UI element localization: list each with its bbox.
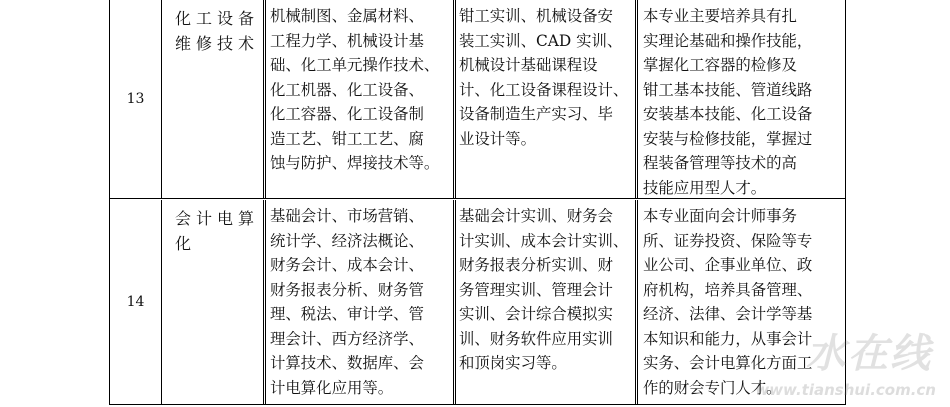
table-row <box>110 0 845 199</box>
major-name: 化工设备 维修技术 <box>163 0 266 198</box>
practice-courses: 钳工实训、机械设备安 装工实训、CAD 实训、 机械设计基础课程设 计、化工设备课程设计、 设备制造生产实习、毕 业设计等。 <box>456 0 638 198</box>
row-number: 14 <box>110 200 162 404</box>
table-row <box>110 200 845 404</box>
training-goal: 本专业面向会计师事务 所、证券投资、保险等专 业公司、企事业单位、政 府机构，培养具备管理、 经济、法律、会计学等基 本知识和能力，从事会计 实务、会计电算化方面工 作的财会专门人才。 <box>643 207 813 397</box>
training-goal: 本专业主要培养具有扎 实理论基础和操作技能， 掌握化工容器的检修及 钳工基本技能、管道线路 安装基本技能、化工设备 安装与检修技能，掌握过 程装备管理等技术的高 技能应用型人才。 <box>643 7 813 197</box>
watermark-text: 水在线 <box>806 331 932 377</box>
main-courses: 基础会计、市场营销、 统计学、经济法概论、 财务会计、成本会计、 财务报表分析、财务管 理、税法、审计学、管 理会计、西方经济学、 计算技术、数据库、会 计电算化应用等。 <box>266 200 456 404</box>
main-courses: 机械制图、金属材料、 工程力学、机械设计基 础、化工单元操作技术、 化工机器、化工设备、 化工容器、化工设备制 造工艺、钳工工艺、腐 蚀与防护、焊接技术等。 <box>266 0 456 198</box>
major-name: 会计电算 化 <box>163 200 266 404</box>
watermark-url: www.tianshui.com.cn <box>755 381 936 399</box>
program-table <box>109 0 846 405</box>
row-number: 13 <box>110 0 162 198</box>
practice-courses: 基础会计实训、财务会 计实训、成本会计实训、 财务报表分析实训、财 务管理实训、管理会计 实训、会计综合模拟实 训、财务软件应用实训 和顶岗实习等。 <box>456 200 638 404</box>
